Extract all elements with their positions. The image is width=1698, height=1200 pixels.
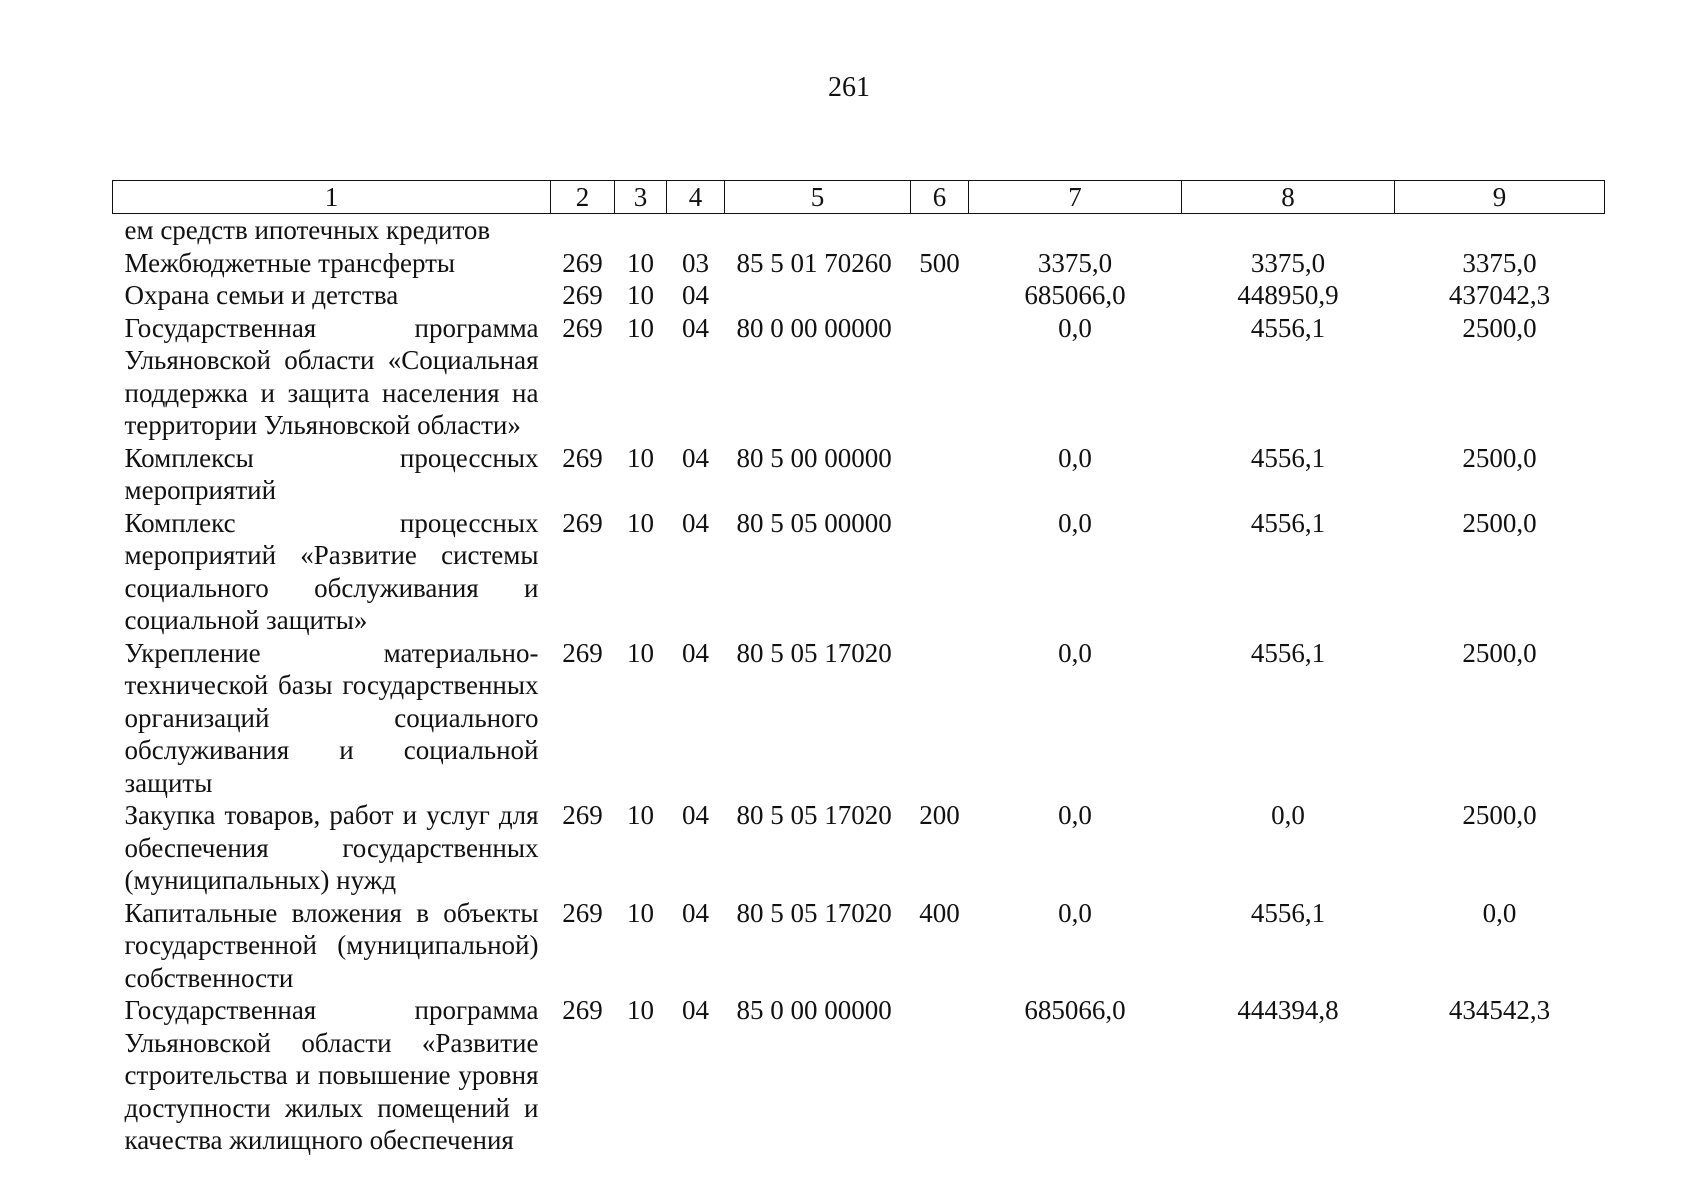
table-row [113, 994, 1605, 1157]
row-name: Государственная программа Ульяновской области «Развитие строительства и повышение уровня доступности жилых помещений и качества жилищного обеспечения [124, 995, 539, 1155]
row-amount-9: 2500,0 [1462, 442, 1537, 473]
table-row [113, 799, 1605, 897]
row-amount-8: 4556,1 [1250, 312, 1326, 343]
row-code-2: 269 [562, 897, 603, 928]
row-amount-8: 4556,1 [1250, 897, 1326, 928]
row-name: Капитальные вложения в объекты государственной (муниципальной) собственности [124, 897, 539, 993]
row-code-2 [551, 214, 615, 247]
table-row [113, 214, 1605, 247]
row-code-4: 04 [682, 507, 709, 538]
row-code-4: 04 [682, 442, 709, 473]
row-amount-8: 4556,1 [1250, 507, 1326, 538]
row-classification-code: 85 0 00 00000 [736, 995, 892, 1025]
row-expense-type [911, 442, 969, 507]
column-header: 7 [969, 181, 1182, 214]
row-classification-code: 80 5 05 17020 [736, 800, 892, 830]
row-code-2: 269 [562, 280, 603, 310]
row-code-3: 10 [627, 995, 654, 1025]
column-header: 6 [911, 181, 969, 214]
table-header-row [113, 181, 1605, 214]
row-code-3 [615, 214, 667, 247]
column-header: 3 [615, 181, 667, 214]
row-expense-type: 200 [919, 800, 960, 830]
row-code-2: 269 [562, 800, 603, 830]
row-amount-8: 4556,1 [1250, 442, 1326, 473]
table-row [113, 442, 1605, 507]
row-amount-8: 3375,0 [1250, 247, 1326, 278]
row-code-4: 04 [682, 800, 709, 830]
row-amount-7: 3375,0 [1037, 247, 1113, 278]
row-name: Государственная программа Ульяновской области «Социальная поддержка и защита населения на территории Ульяновской области» [124, 312, 539, 440]
row-amount-8: 0,0 [1271, 800, 1305, 830]
row-code-3: 10 [627, 247, 654, 278]
row-code-2: 269 [562, 442, 603, 473]
row-classification-code: 80 5 00 00000 [736, 442, 892, 473]
row-code-3: 10 [627, 800, 654, 830]
row-expense-type: 500 [919, 247, 960, 278]
row-name: Межбюджетные трансферты [124, 247, 456, 278]
row-amount-7: 0,0 [1058, 507, 1092, 538]
row-name: Комплексы процессных мероприятий [124, 442, 539, 505]
table-row [113, 897, 1605, 995]
row-amount-9: 3375,0 [1462, 247, 1537, 278]
row-name: Комплекс процессных мероприятий «Развитие системы социального обслуживания и социальной защиты» [124, 507, 539, 635]
row-code-3: 10 [627, 897, 654, 928]
row-amount-7: 0,0 [1058, 897, 1092, 928]
table-row [113, 312, 1605, 442]
column-header: 1 [113, 181, 551, 214]
row-expense-type [911, 994, 969, 1157]
row-amount-9: 2500,0 [1462, 637, 1537, 668]
row-expense-type [911, 214, 969, 247]
table-row [113, 637, 1605, 800]
row-amount-8: 444394,8 [1237, 995, 1339, 1025]
row-amount-7 [969, 214, 1182, 247]
row-code-4: 04 [682, 897, 709, 928]
row-expense-type [911, 279, 969, 312]
row-name: Охрана семьи и детства [124, 280, 399, 310]
column-header: 9 [1395, 181, 1605, 214]
row-code-2: 269 [562, 312, 603, 343]
row-expense-type [911, 507, 969, 637]
row-code-4: 04 [682, 995, 709, 1025]
row-code-3: 10 [627, 280, 654, 310]
row-amount-7: 0,0 [1058, 442, 1092, 473]
row-amount-9: 437042,3 [1448, 280, 1551, 310]
row-amount-8: 4556,1 [1250, 637, 1326, 668]
row-expense-type [911, 637, 969, 800]
row-classification-code: 80 5 05 17020 [736, 637, 892, 668]
row-name: Укрепление материально-технической базы государственных организаций социального обслуживания и социальной защиты [124, 637, 539, 798]
row-code-2: 269 [562, 995, 603, 1025]
column-header: 2 [551, 181, 615, 214]
row-amount-7: 685066,0 [1024, 995, 1126, 1025]
row-code-4: 04 [682, 637, 709, 668]
table-row [113, 507, 1605, 637]
row-classification-code: 80 5 05 00000 [736, 507, 892, 538]
page-number: 261 [828, 72, 870, 103]
row-name: Закупка товаров, работ и услуг для обеспечения государственных (муниципальных) нужд [124, 800, 539, 895]
row-amount-7: 0,0 [1058, 800, 1092, 830]
row-classification-code [725, 279, 911, 312]
row-code-3: 10 [627, 637, 654, 668]
table-row [113, 247, 1605, 280]
row-code-4: 04 [682, 312, 709, 343]
row-classification-code [725, 214, 911, 247]
row-amount-7: 0,0 [1058, 312, 1092, 343]
budget-table-container [112, 180, 1604, 1157]
row-expense-type [911, 312, 969, 442]
row-amount-9: 434542,3 [1448, 995, 1551, 1025]
row-code-3: 10 [627, 312, 654, 343]
row-code-3: 10 [627, 507, 654, 538]
row-amount-8: 448950,9 [1237, 280, 1339, 310]
budget-table [112, 180, 1605, 1157]
row-amount-9: 2500,0 [1462, 312, 1537, 343]
column-header: 8 [1182, 181, 1395, 214]
row-code-3: 10 [627, 442, 654, 473]
row-amount-9: 2500,0 [1462, 800, 1537, 830]
row-code-2: 269 [562, 637, 603, 668]
row-code-4: 04 [682, 280, 709, 310]
row-code-2: 269 [562, 247, 603, 278]
row-expense-type: 400 [919, 897, 960, 928]
table-body [113, 214, 1605, 1157]
row-classification-code: 80 0 00 00000 [736, 312, 892, 343]
column-header: 4 [667, 181, 725, 214]
row-code-4: 03 [682, 247, 709, 278]
row-amount-7: 0,0 [1058, 637, 1092, 668]
row-code-4 [667, 214, 725, 247]
row-amount-8 [1182, 214, 1395, 247]
column-header: 5 [725, 181, 911, 214]
row-code-2: 269 [562, 507, 603, 538]
row-classification-code: 80 5 05 17020 [736, 897, 892, 928]
row-amount-9: 0,0 [1482, 897, 1517, 928]
row-name: ем средств ипотечных кредитов [124, 215, 491, 245]
row-amount-9 [1395, 214, 1605, 247]
table-row [113, 279, 1605, 312]
row-amount-7: 685066,0 [1024, 280, 1126, 310]
row-amount-9: 2500,0 [1462, 507, 1537, 538]
row-classification-code: 85 5 01 70260 [736, 247, 892, 278]
